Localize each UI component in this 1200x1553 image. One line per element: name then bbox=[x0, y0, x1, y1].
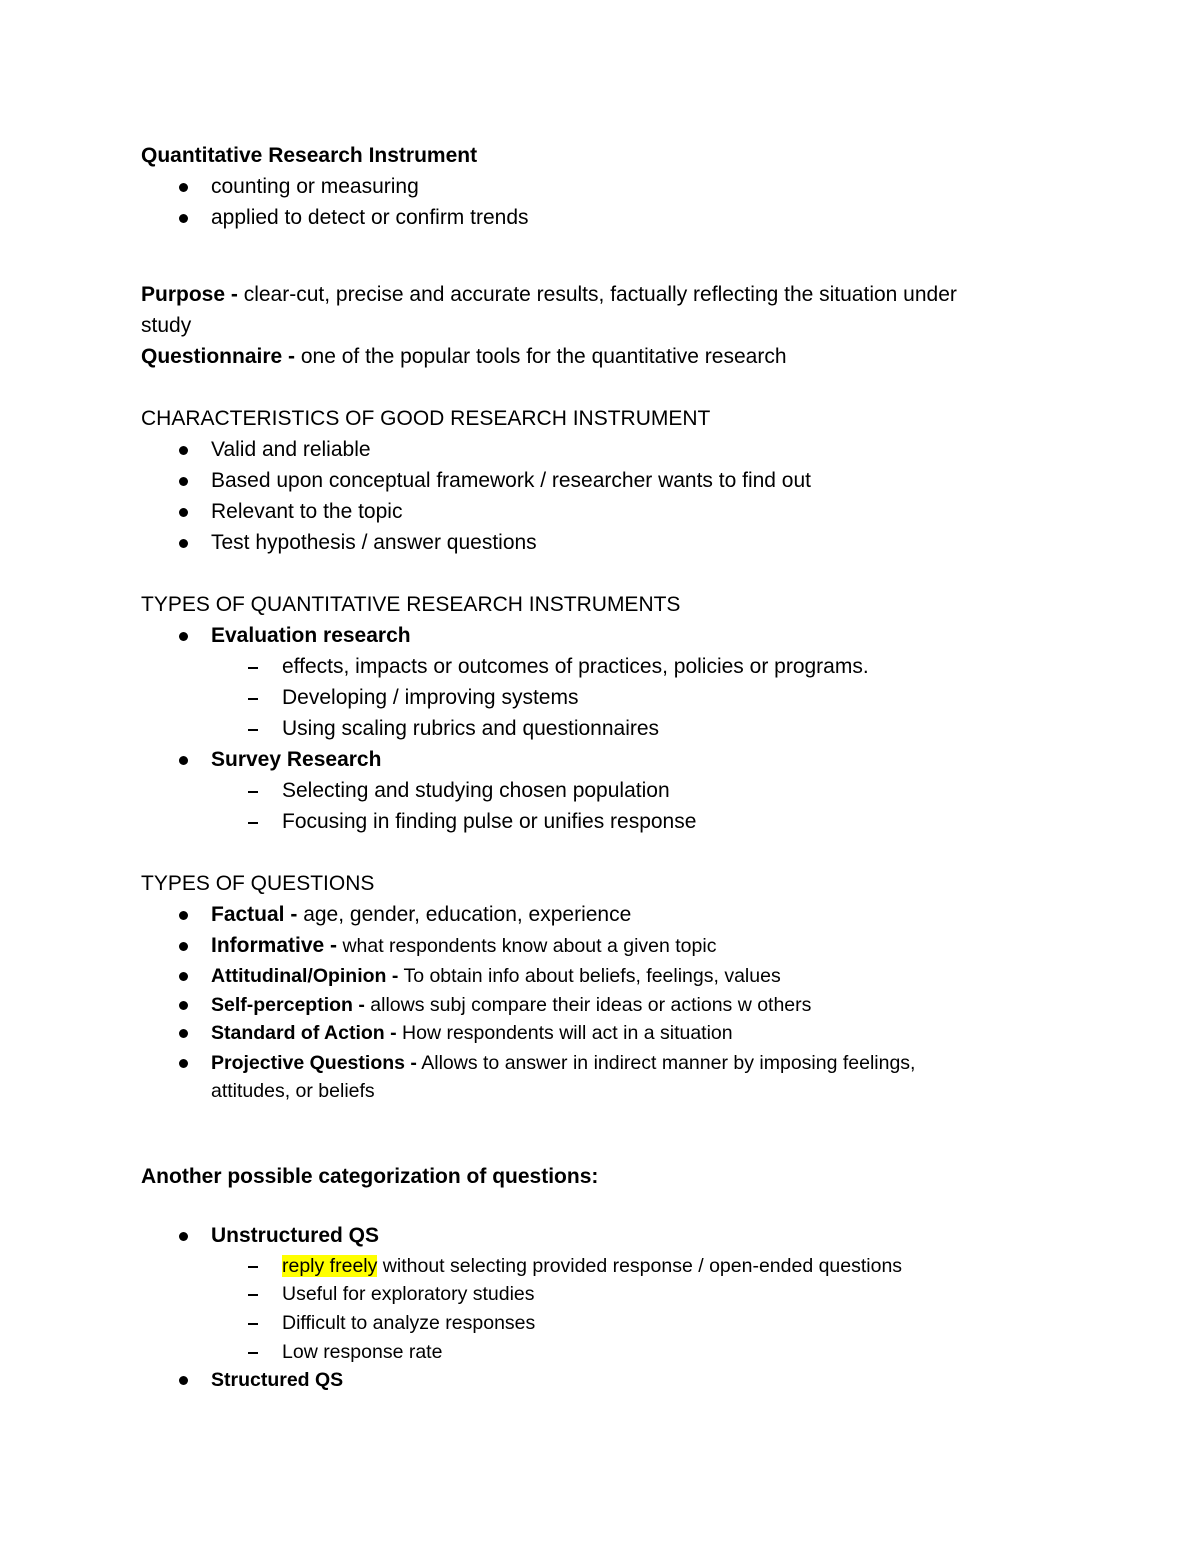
list-item: Difficult to analyze responses bbox=[282, 1312, 536, 1334]
question-type-term: Standard of Action - bbox=[211, 1022, 397, 1044]
dash-icon bbox=[248, 822, 258, 824]
dash-icon bbox=[248, 1323, 258, 1325]
dash-icon bbox=[248, 1294, 258, 1296]
list-item: Useful for exploratory studies bbox=[282, 1283, 535, 1305]
bullet-icon bbox=[179, 972, 188, 981]
list-item bbox=[211, 932, 716, 960]
bullet-icon bbox=[179, 508, 188, 517]
purpose-text: clear-cut, precise and accurate results, factually reflecting the situation under bbox=[237, 283, 957, 306]
bullet-icon bbox=[179, 756, 188, 765]
questionnaire-paragraph bbox=[141, 343, 787, 371]
list-item bbox=[211, 1049, 915, 1077]
list-item: Using scaling rubrics and questionnaires bbox=[282, 717, 660, 740]
survey-research-label: Survey Research bbox=[211, 748, 382, 771]
unstructured-qs-label: Unstructured QS bbox=[211, 1224, 380, 1247]
question-type-term: Factual - bbox=[211, 903, 298, 926]
question-type-term: Attitudinal/Opinion - bbox=[211, 965, 399, 987]
purpose-term: Purpose - bbox=[141, 283, 238, 306]
purpose-paragraph bbox=[141, 281, 957, 309]
list-item: Based upon conceptual framework / researcher wants to find out bbox=[211, 469, 811, 492]
bullet-icon bbox=[179, 1059, 188, 1068]
list-item bbox=[211, 1019, 733, 1047]
structured-qs-label: Structured QS bbox=[211, 1369, 344, 1391]
list-item: effects, impacts or outcomes of practices, policies or programs. bbox=[282, 655, 869, 678]
questionnaire-term: Questionnaire - bbox=[141, 345, 296, 368]
bullet-icon bbox=[179, 446, 188, 455]
question-type-term: Informative - bbox=[211, 934, 338, 957]
list-item: Valid and reliable bbox=[211, 438, 371, 461]
list-item: Developing / improving systems bbox=[282, 686, 579, 709]
question-type-term: Projective Questions - bbox=[211, 1052, 417, 1074]
bullet-icon bbox=[179, 1029, 188, 1038]
question-type-desc: age, gender, education, experience bbox=[297, 903, 632, 926]
question-type-desc-continued: attitudes, or beliefs bbox=[211, 1080, 375, 1102]
question-type-desc: To obtain info about beliefs, feelings, values bbox=[398, 965, 781, 987]
dash-icon bbox=[248, 729, 258, 731]
section-title-types-instruments: TYPES OF QUANTITATIVE RESEARCH INSTRUMENTS bbox=[141, 593, 681, 616]
questionnaire-text: one of the popular tools for the quantitative research bbox=[295, 345, 787, 368]
dash-icon bbox=[248, 791, 258, 793]
bullet-icon bbox=[179, 632, 188, 641]
list-item: applied to detect or confirm trends bbox=[211, 206, 529, 229]
bullet-icon bbox=[179, 539, 188, 548]
question-type-desc: Allows to answer in indirect manner by imposing feelings, bbox=[416, 1052, 916, 1074]
bullet-icon bbox=[179, 477, 188, 486]
bullet-icon bbox=[179, 942, 188, 951]
bullet-icon bbox=[179, 1376, 188, 1385]
bullet-icon bbox=[179, 183, 188, 192]
dash-icon bbox=[248, 698, 258, 700]
section-title-characteristics: CHARACTERISTICS OF GOOD RESEARCH INSTRUMENT bbox=[141, 407, 711, 430]
dash-icon bbox=[248, 667, 258, 669]
bullet-icon bbox=[179, 911, 188, 920]
list-item-text: without selecting provided response / open-ended questions bbox=[377, 1255, 903, 1277]
question-type-desc: what respondents know about a given topic bbox=[337, 935, 717, 957]
section-title-types-questions: TYPES OF QUESTIONS bbox=[141, 872, 375, 895]
section-title-another-categorization: Another possible categorization of questions: bbox=[141, 1165, 599, 1188]
dash-icon bbox=[248, 1266, 258, 1268]
list-item: Relevant to the topic bbox=[211, 500, 403, 523]
bullet-icon bbox=[179, 1232, 188, 1241]
question-type-term: Self-perception - bbox=[211, 994, 365, 1016]
dash-icon bbox=[248, 1352, 258, 1354]
highlighted-text: reply freely bbox=[282, 1255, 378, 1277]
bullet-icon bbox=[179, 1001, 188, 1010]
list-item: counting or measuring bbox=[211, 175, 419, 198]
purpose-text-continued: study bbox=[141, 314, 192, 337]
list-item: Selecting and studying chosen population bbox=[282, 779, 670, 802]
list-item: Focusing in finding pulse or unifies response bbox=[282, 810, 697, 833]
list-item: Low response rate bbox=[282, 1341, 443, 1363]
evaluation-research-label: Evaluation research bbox=[211, 624, 411, 647]
bullet-icon bbox=[179, 214, 188, 223]
list-item bbox=[211, 991, 811, 1019]
question-type-desc: How respondents will act in a situation bbox=[396, 1022, 733, 1044]
list-item bbox=[282, 1252, 902, 1280]
list-item: Test hypothesis / answer questions bbox=[211, 531, 537, 554]
list-item bbox=[211, 901, 631, 929]
section-title-quantitative-instrument: Quantitative Research Instrument bbox=[141, 144, 478, 167]
question-type-desc: allows subj compare their ideas or actions w others bbox=[364, 994, 812, 1016]
list-item bbox=[211, 962, 781, 990]
